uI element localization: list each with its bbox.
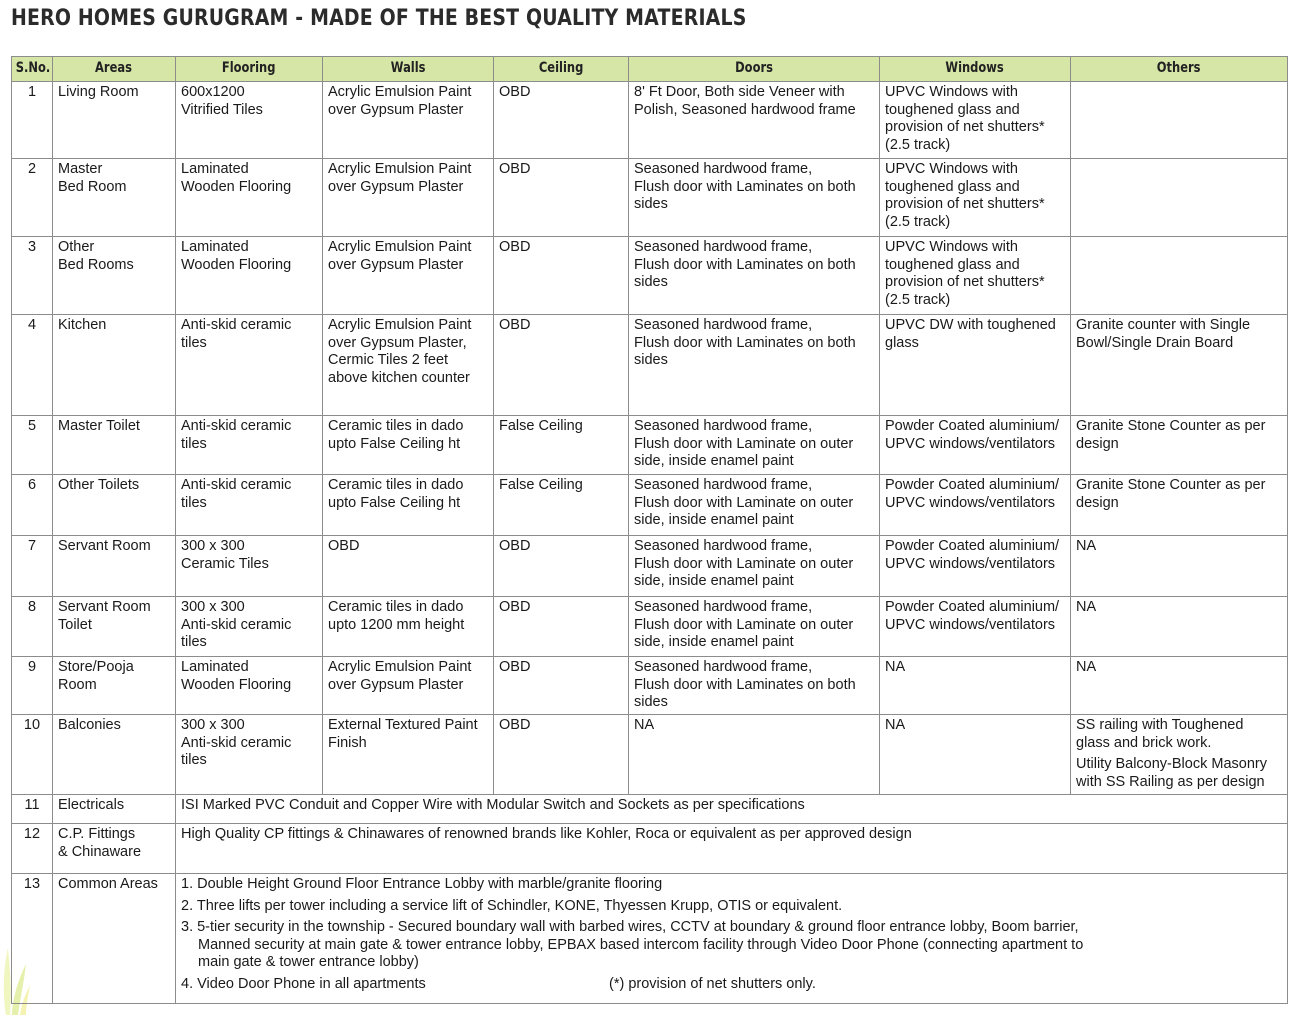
specifications-table <box>11 56 1288 1004</box>
row-number: 7 <box>12 536 53 597</box>
cell-walls <box>323 536 494 597</box>
row-number: 5 <box>12 416 53 475</box>
cell-line: sides <box>634 694 668 711</box>
row-number: 9 <box>12 657 53 715</box>
cell-line: SS railing with Toughened <box>1076 717 1244 733</box>
cell-line: tiles <box>181 494 207 511</box>
cell-line: sides <box>634 274 668 291</box>
footnote: (*) provision of net shutters only. <box>609 975 816 992</box>
cell-windows <box>880 159 1071 237</box>
cell-line: UPVC DW with toughened <box>885 317 1056 333</box>
cell-line: NA <box>1076 599 1097 615</box>
item-line: 2. Three lifts per tower including a service lift of Schindler, KONE, Thyessen Krupp, OTIS or equivalent. <box>181 897 843 914</box>
cell-area <box>53 824 176 874</box>
cell-line: glass <box>885 334 919 351</box>
row-number: 13 <box>12 874 53 1004</box>
cell-line: 300 x 300 <box>181 538 245 554</box>
cell-line: Seasoned hardwood frame, <box>634 239 813 255</box>
table-row <box>12 237 1288 315</box>
cell-line: UPVC Windows with <box>885 161 1018 177</box>
cell-line: Utility Balcony-Block Masonry <box>1076 756 1267 773</box>
row-number: 4 <box>12 315 53 416</box>
cell-line: OBD <box>328 538 360 554</box>
cell-area <box>53 159 176 237</box>
cell-line: Kitchen <box>58 317 107 333</box>
cell-line: Anti-skid ceramic <box>181 616 292 633</box>
cell-walls <box>323 237 494 315</box>
cell-area <box>53 795 176 824</box>
cell-flooring <box>176 536 323 597</box>
cell-flooring <box>176 416 323 475</box>
cell-flooring <box>176 315 323 416</box>
column-header-label: Walls <box>390 60 426 77</box>
cell-line: Balconies <box>58 717 121 733</box>
row-number: 6 <box>12 475 53 536</box>
cell-line: over Gypsum Plaster <box>328 256 464 273</box>
cell-line: Finish <box>328 734 367 751</box>
cell-line: glass and brick work. <box>1076 734 1212 751</box>
cell-line: Powder Coated aluminium/ <box>885 599 1060 615</box>
cell-line: toughened glass and <box>885 256 1020 273</box>
cell-line: UPVC Windows with <box>885 239 1018 255</box>
cell-line: Acrylic Emulsion Paint <box>328 317 472 333</box>
cell-area <box>53 237 176 315</box>
cell-others <box>1071 159 1288 237</box>
item-line: Manned security at main gate & tower entrance lobby, EPBAX based intercom facility through Video Door Phone (connecting apartment to <box>198 936 1084 953</box>
cell-line: UPVC windows/ventilators <box>885 435 1056 452</box>
cell-line: OBD <box>499 659 531 675</box>
cell-walls <box>323 82 494 159</box>
cell-line: Powder Coated aluminium/ <box>885 418 1060 434</box>
cell-line: Laminated <box>181 161 249 177</box>
cell-line: tiles <box>181 334 207 351</box>
cell-line: Master Toilet <box>58 418 140 434</box>
cell-line: Anti-skid ceramic <box>181 734 292 751</box>
cell-ceiling <box>494 82 629 159</box>
common-area-item: 4. Video Door Phone in all apartments <box>181 975 426 992</box>
cell-doors <box>629 536 880 597</box>
cell-flooring <box>176 657 323 715</box>
cell-line: Flush door with Laminates on both <box>634 178 856 195</box>
cell-flooring <box>176 82 323 159</box>
cell-line: toughened glass and <box>885 101 1020 118</box>
cell-line: tiles <box>181 435 207 452</box>
cell-line: 600x1200 <box>181 84 245 100</box>
cell-area <box>53 416 176 475</box>
row-number: 2 <box>12 159 53 237</box>
row-number: 1 <box>12 82 53 159</box>
cell-doors <box>629 159 880 237</box>
column-header-walls <box>323 57 494 82</box>
cell-windows <box>880 416 1071 475</box>
cell-line: NA <box>1076 659 1097 675</box>
item-line: 3. 5-tier security in the township - Secured boundary wall with barbed wires, CCTV at boundary & ground floor entrance lobby, Boom barrier, <box>181 919 1079 936</box>
cell-line: 300 x 300 <box>181 599 245 615</box>
cell-line: Powder Coated aluminium/ <box>885 477 1060 493</box>
cell-line: UPVC Windows with <box>885 84 1018 100</box>
cell-line: upto False Ceiling ht <box>328 494 461 511</box>
table-row <box>12 475 1288 536</box>
cell-walls <box>323 159 494 237</box>
cell-line: side, inside enamel paint <box>634 512 794 529</box>
column-header-ceiling <box>494 57 629 82</box>
cell-line: & Chinaware <box>58 843 142 860</box>
cell-others <box>1071 475 1288 536</box>
cell-area <box>53 715 176 795</box>
column-header-label: Windows <box>945 60 1005 77</box>
column-header-label: Flooring <box>222 60 276 77</box>
cell-line: side, inside enamel paint <box>634 573 794 590</box>
cell-description: ISI Marked PVC Conduit and Copper Wire with Modular Switch and Sockets as per specifications <box>176 795 1288 824</box>
cell-line: Electricals <box>58 797 125 813</box>
cell-line: design <box>1076 494 1119 511</box>
table-row <box>12 159 1288 237</box>
cell-line: upto 1200 mm height <box>328 616 465 633</box>
cell-line: (2.5 track) <box>885 213 951 230</box>
cell-line: C.P. Fittings <box>58 826 136 842</box>
item-line: main gate & tower entrance lobby) <box>198 954 419 971</box>
cell-doors <box>629 237 880 315</box>
column-header-doors <box>629 57 880 82</box>
cell-doors <box>629 715 880 795</box>
cell-ceiling <box>494 416 629 475</box>
cell-line: Room <box>58 676 97 693</box>
cell-line: Seasoned hardwood frame, <box>634 659 813 675</box>
cell-line: with SS Railing as per design <box>1076 773 1265 790</box>
cell-line: Bed Rooms <box>58 256 134 273</box>
cell-line: NA <box>885 717 906 733</box>
cell-line: UPVC windows/ventilators <box>885 555 1056 572</box>
cell-line: Other <box>58 239 95 255</box>
cell-line: Flush door with Laminate on outer <box>634 555 854 572</box>
cell-ceiling <box>494 536 629 597</box>
table-row <box>12 315 1288 416</box>
cell-walls <box>323 597 494 657</box>
cell-line: provision of net shutters* <box>885 196 1045 213</box>
column-header-label: S.No. <box>15 60 51 77</box>
cell-line: upto False Ceiling ht <box>328 435 461 452</box>
cell-line: toughened glass and <box>885 178 1020 195</box>
cell-others <box>1071 597 1288 657</box>
cell-line: OBD <box>499 538 531 554</box>
cell-doors <box>629 475 880 536</box>
cell-line: UPVC windows/ventilators <box>885 616 1056 633</box>
cell-line: OBD <box>499 717 531 733</box>
cell-line: Servant Room <box>58 599 151 615</box>
cell-area <box>53 597 176 657</box>
cell-line: Laminated <box>181 239 249 255</box>
cell-line: (2.5 track) <box>885 136 951 153</box>
cell-doors <box>629 315 880 416</box>
row-number: 12 <box>12 824 53 874</box>
cell-line: Cermic Tiles 2 feet <box>328 352 449 369</box>
column-header-areas <box>53 57 176 82</box>
cell-ceiling <box>494 475 629 536</box>
cell-windows <box>880 237 1071 315</box>
cell-area <box>53 657 176 715</box>
cell-line: Wooden Flooring <box>181 256 292 273</box>
cell-area <box>53 82 176 159</box>
cell-line: Acrylic Emulsion Paint <box>328 239 472 255</box>
cell-flooring <box>176 159 323 237</box>
cell-area <box>53 315 176 416</box>
cell-flooring <box>176 237 323 315</box>
cell-ceiling <box>494 597 629 657</box>
table-row <box>12 657 1288 715</box>
column-header-sno <box>12 57 53 82</box>
cell-flooring <box>176 715 323 795</box>
table-row <box>12 82 1288 159</box>
cell-line: 300 x 300 <box>181 717 245 733</box>
cell-windows <box>880 315 1071 416</box>
cell-walls <box>323 315 494 416</box>
cell-line: Seasoned hardwood frame, <box>634 538 813 554</box>
cell-line: side, inside enamel paint <box>634 453 794 470</box>
cell-flooring <box>176 475 323 536</box>
cell-line: tiles <box>181 634 207 651</box>
cell-ceiling <box>494 315 629 416</box>
cell-line: Polish, Seasoned hardwood frame <box>634 101 856 118</box>
cell-line: Seasoned hardwood frame, <box>634 317 813 333</box>
cell-line: provision of net shutters* <box>885 119 1045 136</box>
cell-line: tiles <box>181 752 207 769</box>
cell-line: Acrylic Emulsion Paint <box>328 161 472 177</box>
cell-windows <box>880 475 1071 536</box>
cell-line: NA <box>1076 538 1097 554</box>
row-number: 3 <box>12 237 53 315</box>
cell-line: over Gypsum Plaster <box>328 676 464 693</box>
cell-line: Flush door with Laminate on outer <box>634 435 854 452</box>
cell-others <box>1071 416 1288 475</box>
cell-others <box>1071 315 1288 416</box>
cell-line: Flush door with Laminate on outer <box>634 494 854 511</box>
row-number: 11 <box>12 795 53 824</box>
cell-line: Seasoned hardwood frame, <box>634 161 813 177</box>
table-row <box>12 874 1288 1004</box>
cell-area <box>53 475 176 536</box>
cell-line: Other Toilets <box>58 477 140 493</box>
table-row <box>12 795 1288 824</box>
cell-line: Anti-skid ceramic <box>181 317 292 333</box>
table-row <box>12 824 1288 874</box>
cell-line: Laminated <box>181 659 249 675</box>
cell-walls <box>323 475 494 536</box>
cell-line: sides <box>634 196 668 213</box>
cell-line: Ceramic tiles in dado <box>328 418 464 434</box>
column-header-label: Others <box>1157 60 1201 77</box>
cell-line: Ceramic tiles in dado <box>328 477 464 493</box>
column-header-label: Ceiling <box>538 60 584 77</box>
cell-line: Bed Room <box>58 178 127 195</box>
cell-others <box>1071 536 1288 597</box>
cell-ceiling <box>494 715 629 795</box>
cell-walls <box>323 715 494 795</box>
cell-line: Powder Coated aluminium/ <box>885 538 1060 554</box>
column-header-label: Areas <box>95 60 133 77</box>
cell-line: above kitchen counter <box>328 369 470 386</box>
cell-line: over Gypsum Plaster <box>328 178 464 195</box>
cell-others <box>1071 657 1288 715</box>
common-area-last-row <box>181 976 1282 994</box>
cell-doors <box>629 657 880 715</box>
cell-line: Granite Stone Counter as per <box>1076 418 1266 434</box>
cell-line: Ceramic Tiles <box>181 555 269 572</box>
cell-line: Vitrified Tiles <box>181 101 263 118</box>
cell-windows <box>880 82 1071 159</box>
cell-line: Flush door with Laminates on both <box>634 334 856 351</box>
cell-line: False Ceiling <box>499 418 583 434</box>
cell-ceiling <box>494 159 629 237</box>
cell-line: Toilet <box>58 616 92 633</box>
column-header-flooring <box>176 57 323 82</box>
cell-line: Wooden Flooring <box>181 178 292 195</box>
cell-line: over Gypsum Plaster, <box>328 334 467 351</box>
table-row <box>12 536 1288 597</box>
cell-doors <box>629 416 880 475</box>
cell-line: Ceramic tiles in dado <box>328 599 464 615</box>
cell-windows <box>880 536 1071 597</box>
cell-line: side, inside enamel paint <box>634 634 794 651</box>
cell-line: Flush door with Laminate on outer <box>634 616 854 633</box>
cell-ceiling <box>494 657 629 715</box>
page-title: HERO HOMES GURUGRAM - MADE OF THE BEST QUALITY MATERIALS <box>11 6 747 31</box>
table-row <box>12 597 1288 657</box>
cell-line: Anti-skid ceramic <box>181 418 292 434</box>
cell-line: OBD <box>499 161 531 177</box>
table-row <box>12 715 1288 795</box>
cell-flooring <box>176 597 323 657</box>
table-row <box>12 416 1288 475</box>
row-number: 8 <box>12 597 53 657</box>
cell-line: design <box>1076 435 1119 452</box>
cell-line: Acrylic Emulsion Paint <box>328 659 472 675</box>
cell-line: False Ceiling <box>499 477 583 493</box>
cell-line: Flush door with Laminates on both <box>634 256 856 273</box>
cell-others <box>1071 237 1288 315</box>
common-areas-list <box>176 874 1288 1004</box>
cell-windows <box>880 715 1071 795</box>
cell-doors <box>629 82 880 159</box>
cell-line: Acrylic Emulsion Paint <box>328 84 472 100</box>
cell-description: High Quality CP fittings & Chinawares of renowned brands like Kohler, Roca or equivalent as per approved design <box>176 824 1288 874</box>
column-header-others <box>1071 57 1288 82</box>
cell-line: Granite counter with Single <box>1076 317 1251 333</box>
cell-line: 8' Ft Door, Both side Veneer with <box>634 84 845 100</box>
cell-line: provision of net shutters* <box>885 274 1045 291</box>
cell-line: over Gypsum Plaster <box>328 101 464 118</box>
column-header-windows <box>880 57 1071 82</box>
common-area-item <box>181 876 1282 894</box>
cell-line: NA <box>634 717 655 733</box>
common-area-item <box>181 919 1282 972</box>
row-number: 10 <box>12 715 53 795</box>
cell-others <box>1071 82 1288 159</box>
item-line: 1. Double Height Ground Floor Entrance Lobby with marble/granite flooring <box>181 876 663 892</box>
cell-line: Living Room <box>58 84 139 100</box>
cell-line: Seasoned hardwood frame, <box>634 477 813 493</box>
others-paragraph <box>1076 756 1282 791</box>
cell-line: NA <box>885 659 906 675</box>
cell-line: Flush door with Laminates on both <box>634 676 856 693</box>
table-header-row <box>12 57 1288 82</box>
cell-line: OBD <box>499 239 531 255</box>
cell-line: Granite Stone Counter as per <box>1076 477 1266 493</box>
cell-line: Servant Room <box>58 538 151 554</box>
cell-area <box>53 536 176 597</box>
cell-line: Master <box>58 161 103 177</box>
cell-others <box>1071 715 1288 795</box>
cell-line: Seasoned hardwood frame, <box>634 418 813 434</box>
cell-line: UPVC windows/ventilators <box>885 494 1056 511</box>
cell-walls <box>323 657 494 715</box>
cell-line: External Textured Paint <box>328 717 478 733</box>
others-paragraph <box>1076 717 1282 752</box>
cell-line: (2.5 track) <box>885 291 951 308</box>
cell-line: Seasoned hardwood frame, <box>634 599 813 615</box>
cell-line: sides <box>634 352 668 369</box>
cell-line: Store/Pooja <box>58 659 134 675</box>
cell-line: OBD <box>499 599 531 615</box>
common-area-item <box>181 898 1282 916</box>
cell-area: Common Areas <box>53 874 176 1004</box>
cell-line: Wooden Flooring <box>181 676 292 693</box>
cell-line: Bowl/Single Drain Board <box>1076 334 1234 351</box>
cell-walls <box>323 416 494 475</box>
cell-line: OBD <box>499 317 531 333</box>
cell-line: OBD <box>499 84 531 100</box>
column-header-label: Doors <box>735 60 773 77</box>
cell-line: Anti-skid ceramic <box>181 477 292 493</box>
cell-doors <box>629 597 880 657</box>
cell-ceiling <box>494 237 629 315</box>
cell-windows <box>880 597 1071 657</box>
cell-windows <box>880 657 1071 715</box>
